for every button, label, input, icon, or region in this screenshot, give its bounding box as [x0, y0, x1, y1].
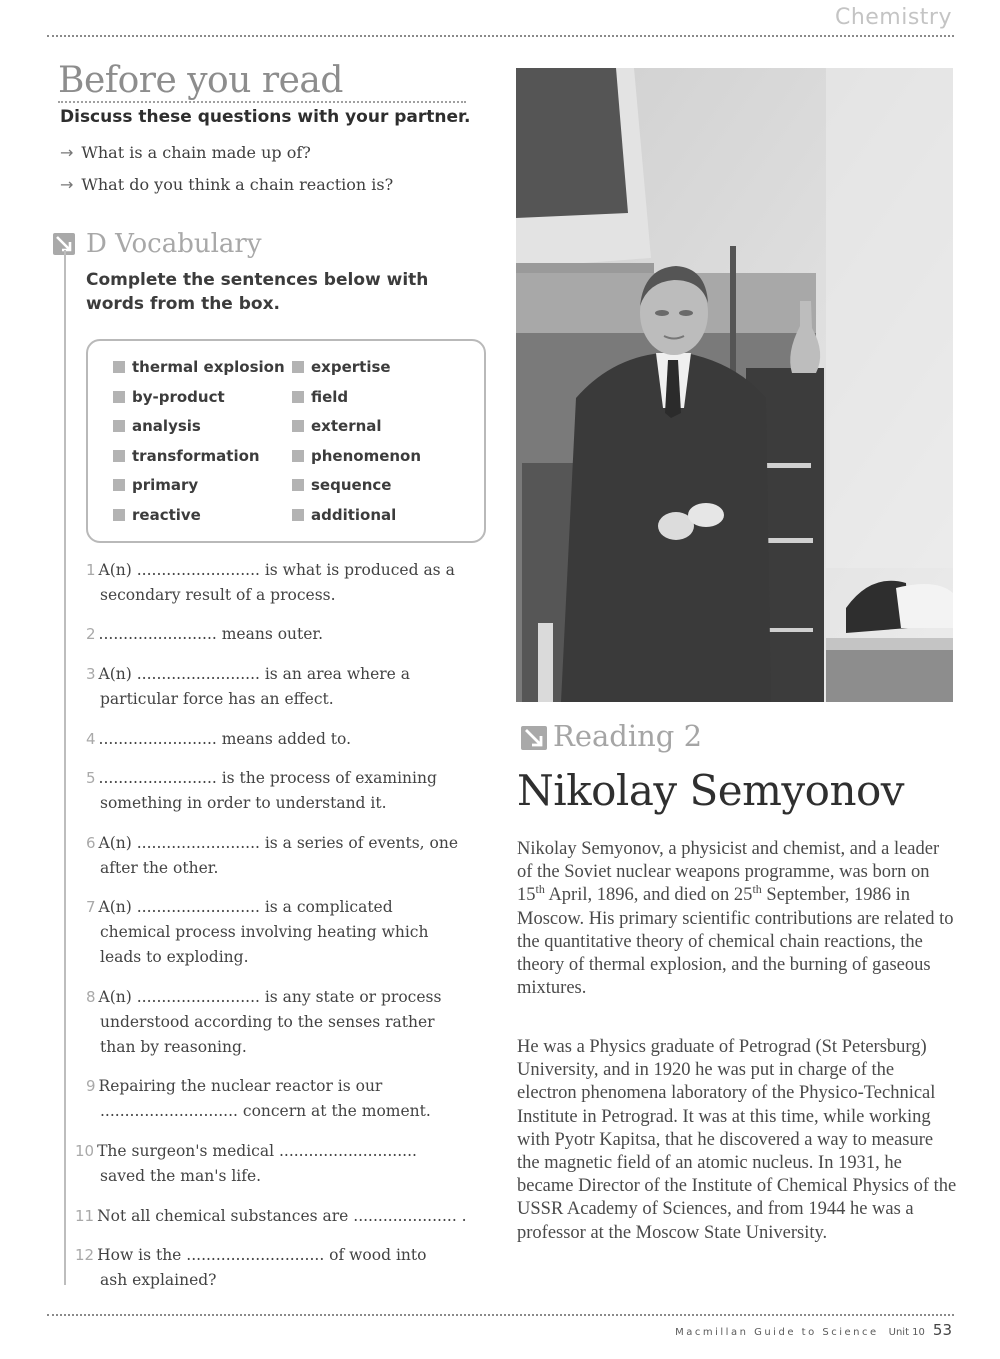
exercise-text-continued: saved the man's life. — [100, 1167, 262, 1185]
exercise-item — [86, 558, 491, 608]
exercise-item — [86, 985, 466, 1060]
vocabulary-instruction: Complete the sentences below with words from the box. — [86, 270, 429, 314]
word-item: analysis — [113, 417, 201, 435]
exercise-text: Repairing the nuclear reactor is our — [98, 1077, 383, 1095]
before-you-read-title: Before you read — [58, 60, 343, 101]
exercise-number: 11 — [75, 1207, 95, 1225]
unit-label: Unit 10 — [888, 1327, 925, 1338]
exercise-item — [75, 1243, 480, 1293]
exercise-item — [86, 1074, 491, 1124]
exercise-text-continued: after the other. — [100, 859, 219, 877]
exercise-item — [86, 727, 491, 752]
exercise-text-continued: ............................ concern at the moment. — [100, 1102, 431, 1120]
bullet-square-icon — [113, 450, 125, 462]
portrait-photo — [516, 68, 953, 702]
word-item: additional — [292, 506, 396, 524]
exercise-number: 3 — [86, 665, 96, 683]
exercise-item — [86, 662, 491, 712]
book-title: Macmillan Guide to Science — [675, 1327, 879, 1338]
exercise-number: 9 — [86, 1077, 96, 1095]
article-title: Nikolay Semyonov — [517, 766, 905, 815]
exercise-text: A(n) ......................... is any state or process — [98, 988, 442, 1006]
word-item: expertise — [292, 358, 391, 376]
exercise-item — [86, 895, 466, 970]
bullet-square-icon — [292, 361, 304, 373]
word-item: phenomenon — [292, 447, 421, 465]
article-paragraph: Nikolay Semyonov, a physicist and chemist, and a leader of the Soviet nuclear weapons programme, was born on 15th April, 1896, and died on 25th September, 1986 in Moscow. His primary scientific contributions are related to the quantitative theory of chemical chain reactions, the theory of thermal explosion, and the burning of gaseous mixtures. — [517, 839, 954, 999]
exercise-text-continued: secondary result of a process. — [100, 586, 336, 604]
exercise-text-continued: chemical process involving heating which leads to exploding. — [100, 923, 429, 966]
exercise-text-continued: understood according to the senses rather than by reasoning. — [100, 1013, 435, 1056]
bullet-square-icon — [292, 509, 304, 521]
exercise-item — [86, 831, 491, 881]
word-item: by-product — [113, 388, 225, 406]
title-underline — [58, 101, 466, 103]
word-item: primary — [113, 476, 198, 494]
word-item: transformation — [113, 447, 260, 465]
exercise-text: ........................ means outer. — [98, 625, 324, 643]
exercise-number: 12 — [75, 1246, 95, 1264]
exercise-item — [86, 766, 491, 816]
word-item: reactive — [113, 506, 201, 524]
exercise-number: 2 — [86, 625, 96, 643]
exercise-text: A(n) ......................... is a complicated — [98, 898, 393, 916]
exercise-text: How is the ............................ of wood into — [97, 1246, 427, 1264]
exercise-item — [75, 1204, 480, 1229]
exercise-text: A(n) ......................... is what is produced as a — [98, 561, 455, 579]
subject-label: Chemistry — [834, 5, 952, 30]
word-box — [86, 339, 486, 543]
exercise-number: 7 — [86, 898, 96, 916]
discuss-instruction: Discuss these questions with your partner. — [60, 107, 471, 127]
reading-section-label: Reading 2 — [553, 719, 703, 753]
question-text: What is a chain made up of? — [81, 143, 311, 162]
exercise-number: 4 — [86, 730, 96, 748]
bullet-square-icon — [292, 479, 304, 491]
section-vertical-rule — [64, 250, 66, 1285]
bullet-square-icon — [292, 420, 304, 432]
exercise-text: A(n) ......................... is an area where a — [98, 665, 410, 683]
question-item — [60, 143, 311, 162]
exercise-number: 1 — [86, 561, 96, 579]
arrow-right-icon: → — [60, 143, 74, 162]
exercise-number: 5 — [86, 769, 96, 787]
exercise-item — [86, 622, 491, 647]
footer-divider — [47, 1314, 954, 1316]
word-item: external — [292, 417, 382, 435]
page-footer — [675, 1320, 952, 1339]
exercise-text-continued: something in order to understand it. — [100, 794, 387, 812]
exercise-number: 8 — [86, 988, 96, 1006]
bullet-square-icon — [292, 450, 304, 462]
bullet-square-icon — [113, 509, 125, 521]
exercise-text: ........................ means added to. — [98, 730, 352, 748]
word-item: thermal explosion — [113, 358, 285, 376]
section-arrow-icon — [521, 726, 547, 750]
article-paragraph: He was a Physics graduate of Petrograd (St Petersburg) University, and in 1920 he was put in charge of the electron phenomena laboratory of the Physico-Technical Institute in Petrograd. It was at this time, while working with Pyotr Kapitsa, that he discovered a way to measure the magnetic field of an atomic nucleus. In 1931, he became Director of the Institute of Chemical Physics of the USSR Academy of Sciences, and from 1944 he was a professor at the Moscow State University. — [517, 1037, 957, 1243]
vocabulary-title: D Vocabulary — [86, 229, 262, 259]
header-divider — [47, 35, 954, 37]
bullet-square-icon — [292, 391, 304, 403]
question-text: What do you think a chain reaction is? — [81, 175, 394, 194]
exercise-number: 6 — [86, 834, 96, 852]
bullet-square-icon — [113, 391, 125, 403]
exercise-text-continued: ash explained? — [100, 1271, 217, 1289]
question-item — [60, 175, 393, 194]
bullet-square-icon — [113, 479, 125, 491]
page-number: 53 — [932, 1321, 952, 1339]
exercise-text: The surgeon's medical ............................ — [97, 1142, 417, 1160]
exercise-text: Not all chemical substances are ..................... . — [97, 1207, 467, 1225]
exercise-text: A(n) ......................... is a series of events, one — [98, 834, 459, 852]
bullet-square-icon — [113, 420, 125, 432]
arrow-right-icon: → — [60, 175, 74, 194]
exercise-number: 10 — [75, 1142, 95, 1160]
exercise-text: ........................ is the process of examining — [98, 769, 437, 787]
exercise-text-continued: particular force has an effect. — [100, 690, 334, 708]
word-item: field — [292, 388, 348, 406]
word-item: sequence — [292, 476, 391, 494]
bullet-square-icon — [113, 361, 125, 373]
exercise-item — [75, 1139, 480, 1189]
